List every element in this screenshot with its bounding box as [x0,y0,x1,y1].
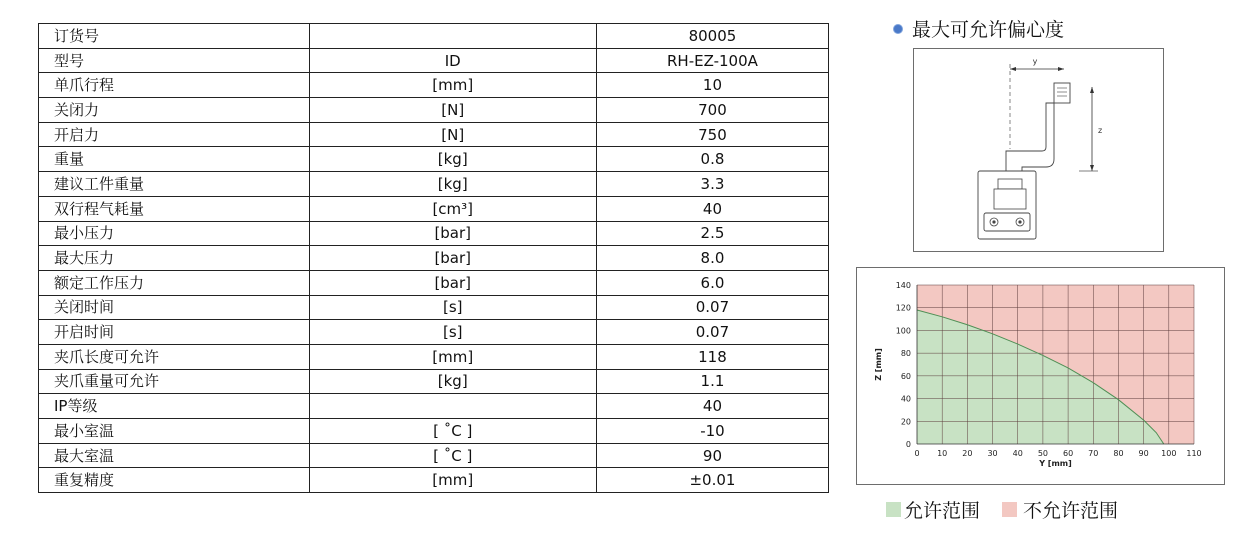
x-tick-label: 10 [937,449,948,458]
spec-unit: [ ˚C ] [309,419,596,444]
spec-unit: ID [309,48,596,73]
spec-value: 118 [596,344,828,369]
spec-row [39,369,829,394]
x-tick-label: 50 [1037,449,1049,458]
spec-unit: [cm³] [309,196,596,221]
spec-value: 40 [596,196,828,221]
spec-unit [309,24,596,49]
x-tick-label: 90 [1138,449,1149,458]
spec-unit: [bar] [309,270,596,295]
spec-label: 建议工件重量 [39,172,310,197]
spec-row [39,24,829,49]
spec-unit: [s] [309,320,596,345]
offset-section-title [893,15,1064,42]
spec-label: 最小室温 [39,419,310,444]
x-tick-label: 70 [1088,449,1099,458]
spec-label: 单爪行程 [39,73,310,98]
allowed-swatch [886,502,901,517]
y-dimension-label: y [1032,57,1038,66]
y-axis-label: Z [mm] [874,348,883,381]
spec-label: 夹爪长度可允许 [39,344,310,369]
spec-unit: [s] [309,295,596,320]
x-tick-label: 80 [1113,449,1124,458]
spec-value: 3.3 [596,172,828,197]
spec-row [39,147,829,172]
spec-value: 80005 [596,24,828,49]
y-tick-label: 40 [900,394,911,404]
spec-row [39,221,829,246]
y-tick-label: 80 [900,349,911,359]
x-tick-label: 60 [1062,449,1074,458]
spec-value: 2.5 [596,221,828,246]
spec-value: 0.07 [596,295,828,320]
x-tick-label: 110 [1186,449,1202,458]
gripper-drawing [914,49,1163,251]
spec-unit: [N] [309,98,596,123]
spec-value: -10 [596,419,828,444]
spec-unit: [ ˚C ] [309,443,596,468]
spec-unit: [bar] [309,246,596,271]
spec-label: 夹爪重量可允许 [39,369,310,394]
spec-value: 8.0 [596,246,828,271]
spec-row [39,246,829,271]
spec-value: 40 [596,394,828,419]
spec-value: RH-EZ-100A [596,48,828,73]
spec-unit [309,394,596,419]
spec-row [39,295,829,320]
spec-row [39,172,829,197]
spec-label: 关闭时间 [39,295,310,320]
spec-value: 10 [596,73,828,98]
spec-label: 型号 [39,48,310,73]
spec-label: 额定工作压力 [39,270,310,295]
spec-row [39,196,829,221]
spec-row [39,73,829,98]
spec-unit: [bar] [309,221,596,246]
spec-unit: [N] [309,122,596,147]
x-tick-label: 20 [962,449,973,458]
y-tick-label: 0 [905,440,911,449]
spec-row [39,270,829,295]
spec-unit: [kg] [309,147,596,172]
spec-value: 6.0 [596,270,828,295]
allowed-label: 允许范围 [904,500,981,522]
bullet-icon [893,24,903,34]
y-tick-label: 140 [895,281,911,290]
spec-row [39,344,829,369]
spec-value: ±0.01 [596,468,828,493]
spec-unit: [kg] [309,172,596,197]
spec-value: 90 [596,443,828,468]
gripper-diagram [913,48,1164,252]
spec-label: 最小压力 [39,221,310,246]
spec-value: 750 [596,122,828,147]
spec-label: IP等级 [39,394,310,419]
x-tick-label: 30 [987,449,998,458]
spec-unit: [kg] [309,369,596,394]
spec-value: 1.1 [596,369,828,394]
spec-label: 开启时间 [39,320,310,345]
spec-label: 最大室温 [39,443,310,468]
spec-label: 订货号 [39,24,310,49]
x-tick-label: 0 [914,449,920,458]
spec-value: 700 [596,98,828,123]
y-tick-label: 20 [900,417,911,427]
spec-row [39,98,829,123]
chart-legend [886,496,1118,523]
spec-table-body [39,24,829,493]
offset-title-text: 最大可允许偏心度 [912,19,1065,41]
spec-label: 开启力 [39,122,310,147]
spec-row [39,320,829,345]
spec-label: 重复精度 [39,468,310,493]
z-dimension-label: z [1098,126,1103,135]
spec-row [39,419,829,444]
not-allowed-label: 不允许范围 [1023,500,1119,522]
y-tick-label: 100 [895,326,911,336]
spec-row [39,122,829,147]
spec-unit: [mm] [309,73,596,98]
spec-table [38,23,829,493]
y-tick-label: 120 [895,303,911,313]
x-axis-label: Y [mm] [1039,459,1072,468]
offset-chart-svg [857,268,1224,484]
offset-chart [856,267,1225,485]
x-tick-label: 100 [1161,449,1177,458]
spec-unit: [mm] [309,344,596,369]
not-allowed-swatch [1002,502,1017,517]
spec-label: 关闭力 [39,98,310,123]
spec-unit: [mm] [309,468,596,493]
y-tick-label: 60 [900,371,911,381]
x-tick-label: 40 [1012,449,1023,458]
spec-row [39,394,829,419]
spec-row [39,443,829,468]
spec-row [39,468,829,493]
spec-value: 0.8 [596,147,828,172]
spec-row [39,48,829,73]
spec-label: 双行程气耗量 [39,196,310,221]
spec-value: 0.07 [596,320,828,345]
spec-label: 最大压力 [39,246,310,271]
spec-label: 重量 [39,147,310,172]
